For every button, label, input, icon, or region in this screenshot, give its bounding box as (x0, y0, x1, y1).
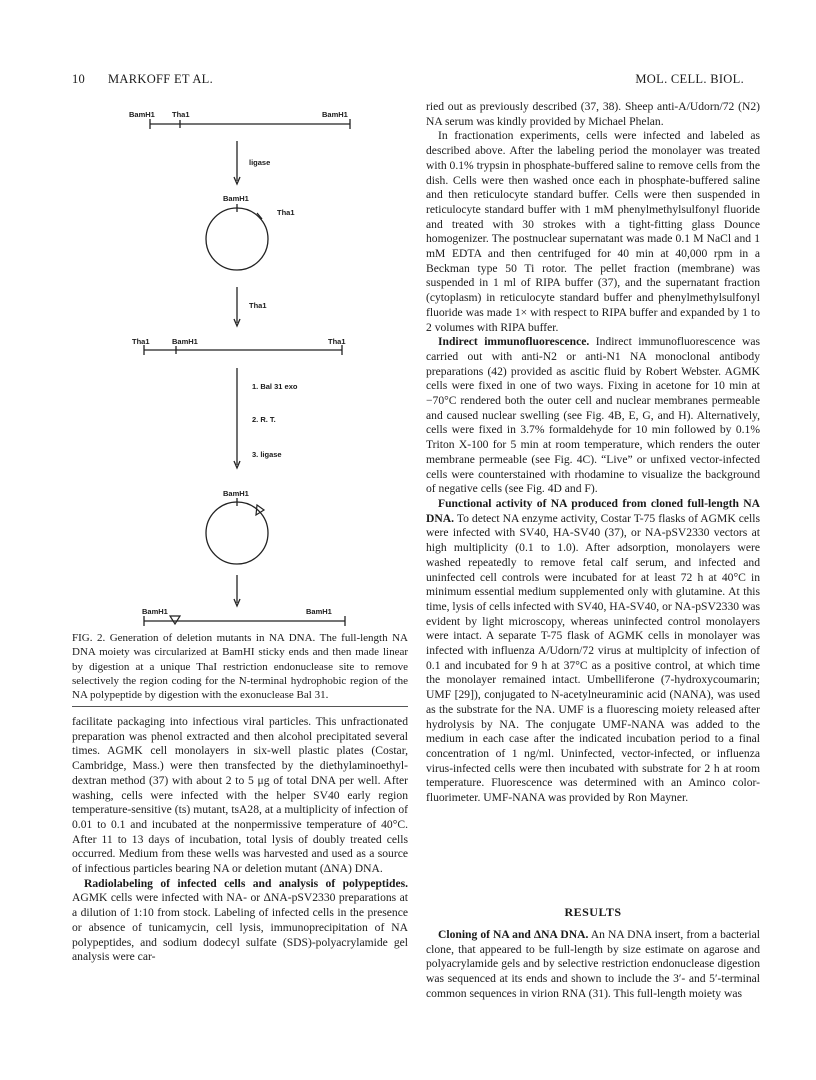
label-tha1-top: Tha1 (172, 110, 190, 119)
label-ligase-step: ligase (249, 158, 271, 167)
label-bamh1-top-right: BamH1 (322, 110, 348, 119)
label-bamh1-top-left: BamH1 (129, 110, 155, 119)
label-bamh1-circle2: BamH1 (223, 489, 249, 498)
circular-dna-1 (206, 208, 268, 270)
left-paragraph-2 (72, 877, 408, 965)
results-text (426, 928, 760, 1002)
label-bamh1-final-left: BamH1 (142, 607, 168, 616)
running-header (72, 72, 744, 92)
page-number: 10 (72, 72, 86, 86)
circular-dna-2 (206, 502, 268, 564)
right-paragraph-0: ried out as previously described (37, 38). Sheep anti-A/Udorn/72 (N2) NA serum was kindly provided by Michael Phelan. (426, 100, 760, 128)
right-paragraph-2-body: Indirect immunofluorescence was carried out with anti-N2 or anti-N1 NA monoclonal antibody preparations (42) provided as ascitic fluid by Robert Webster. AGMK cells were fixed in one of two ways. Fixing in acetone for 10 min at −70°C rendered both the outer cell and nuclear membranes permeable and caused nuclear swelling (see Fig. 4B, E, G, and H). Alternatively, cells were fixed in 3.7% formaldehyde for 10 min followed by 0.1% Triton X-100 for 5 min at room temperature, which renders the outer membrane permeable (see Fig. 4C). “Live” or unfixed vector-infected cells were counterstained with rhodamine to visualize the background of negative cells (see Fig. 4D and F). (426, 335, 761, 496)
left-column-text (72, 715, 408, 965)
label-bamh1-linear-mid: BamH1 (172, 337, 198, 346)
heading-cloning: Cloning of NA and ΔNA DNA. (438, 928, 589, 941)
journal-name: MOL. CELL. BIOL. (635, 72, 744, 86)
right-paragraph-3-body: To detect NA enzyme activity, Costar T-75 flasks of AGMK cells were infected with SV40, HA-SV40 (37), or NA-pSV2330 vectors at high multiplicity (0.1 to 1.0). After adsorption, monolayers were washed repeatedly to remove fetal calf serum, and infected and uninfected cell controls were incubated for at least 72 h at 40°C in minimum essential medium supplemented only with glutamine. At this time, lysis of cells infected with SV40, HA-SV40, or NA-pSV2330 was evident by light microscopy, whereas uninfected control monolayers were intact. A separate T-75 flask of AGMK cells in monolayer was infected with influenza A/Udorn/72 virus at multiplcity of infection of 0.1 and incubated for 9 h at 37°C as a positive control, at which time the monolayer remained intact. Umbelliferone (7-hydroxycoumarin; UMF [29]), conjugated to N-acetylneuraminic acid (NANA), was used as the substrate for the NA. UMF is a fluorescing moiety released after hydrolysis by NA. The conjugate UMF-NANA was added to the medium in each case after the indicated incubation period to a final concentration of 1 ng/ml. Uninfected, vector-infected, or influenza virus-infected cells were then incubated with substrate for 2 h at room temperature. Fluorescence was determined with an Aminco color-fluorimeter. UMF-NANA was provided by Ron Mayner. (426, 511, 760, 805)
running-authors: MARKOFF ET AL. (108, 72, 214, 86)
figure-2-diagram (72, 105, 408, 630)
label-step-ligase: 3. ligase (252, 450, 282, 459)
right-paragraph-3 (426, 497, 760, 806)
label-bamh1-circle1: BamH1 (223, 194, 249, 203)
label-bamh1-final-right: BamH1 (306, 607, 332, 616)
deletion-marker-linear (170, 616, 180, 624)
right-paragraph-1: In fractionation experiments, cells were infected and labeled as described above. After the labeling period the monolayer was treated with 0.1% trypsin in phosphate-buffered saline to remove cells from the dish. Cells were then washed once each in phosphate-buffered saline and then reticulocyte standard buffer. Cells were then suspended in reticulocyte standard buffer with 1 mM phenylmethylsulfonyl fluoride and treated with 30 strokes with a tight-fitting glass Dounce homogenizer. The postnuclear supernatant was made 0.1 M NaCl and 1 mM EDTA and then centrifuged for 40 min at 40,000 rpm in a Beckman type 50 Ti rotor. The pellet fraction (membrane) was suspended in 1 ml of RIPA buffer (37), and the supernatant fraction (cytoplasm) in reticulocyte standard buffer and phenylmethylsulfonyl fluoride was made 1× with respect to RIPA buffer and expanded by 1 to 2 volumes with RIPA buffer. (426, 129, 760, 334)
label-step-bal31: 1. Bal 31 exo (252, 382, 298, 391)
left-paragraph-1: facilitate packaging into infectious viral particles. This unfractionated preparation was phenol extracted and then alcohol precipitated several times. AGMK cell monolayers in six-well plastic plates (Costar, Cambridge, Mass.) were then transfected by the diethylaminoethyl-dextran method (37) with about 2 to 5 μg of total DNA per well. After washing, cells were infected with the helper SV40 early region temperature-sensitive (ts) mutant, tsA28, at a multiplicity of infection of 0.01 to 0.1 and incubated at the nonpermissive temperature of 40°C. After 11 to 13 days of incubation, total lysis of doubly treated cells occurred. Medium from these wells was harvested and used as a source of infectious particles bearing NA or deletion mutant (ΔNA) DNA. (72, 715, 408, 876)
heading-radiolabeling: Radiolabeling of infected cells and analysis of polypeptides. (84, 876, 408, 890)
right-paragraph-2 (426, 335, 760, 497)
label-tha1-circle1: Tha1 (277, 208, 295, 217)
right-paragraph-4-body: An NA DNA insert, from a bacterial clone, that appeared to be full-length by size estimate on agarose and polyacrylamide gels and by selective restriction endonuclease digestion was sequenced at its ends and shown to include the 3′- and 5′-terminal common sequences in virion RNA (31). This full-length moiety was (426, 928, 760, 1000)
label-step-rt: 2. R. T. (252, 415, 276, 424)
figure-2-caption: FIG. 2. Generation of deletion mutants in NA DNA. The full-length NA DNA moiety was circularized at BamHI sticky ends and then made linear by digestion at a unique ThaI restriction endonuclease site to remove selectively the region coding for the N-terminal hydrophobic region of the NA polypeptide by digestion with the exonuclease Bal 31. (72, 632, 408, 702)
right-paragraph-4 (426, 928, 760, 1002)
heading-immunofluorescence: Indirect immunofluorescence. (438, 335, 590, 349)
figure-divider (72, 706, 408, 707)
label-tha1-linear-right: Tha1 (328, 337, 346, 346)
right-column-text (426, 100, 760, 806)
figure-2-svg (72, 105, 408, 630)
label-tha1-linear-left: Tha1 (132, 337, 150, 346)
label-tha1-step: Tha1 (249, 301, 267, 310)
left-paragraph-2-body: AGMK cells were infected with NA- or ΔNA-pSV2330 preparations at a dilution of 1:10 from stock. Labeling of infected cells in the presence or absence of tunicamycin, cell lysis, immunoprecipitation of NA polypeptides, and sodium dodecyl sulfate (SDS)-polyacrylamide gel analysis were car- (72, 891, 408, 964)
heading-functional-activity: Functional activity of NA produced from cloned full-length NA DNA. (426, 496, 760, 525)
results-heading: RESULTS (564, 905, 622, 919)
